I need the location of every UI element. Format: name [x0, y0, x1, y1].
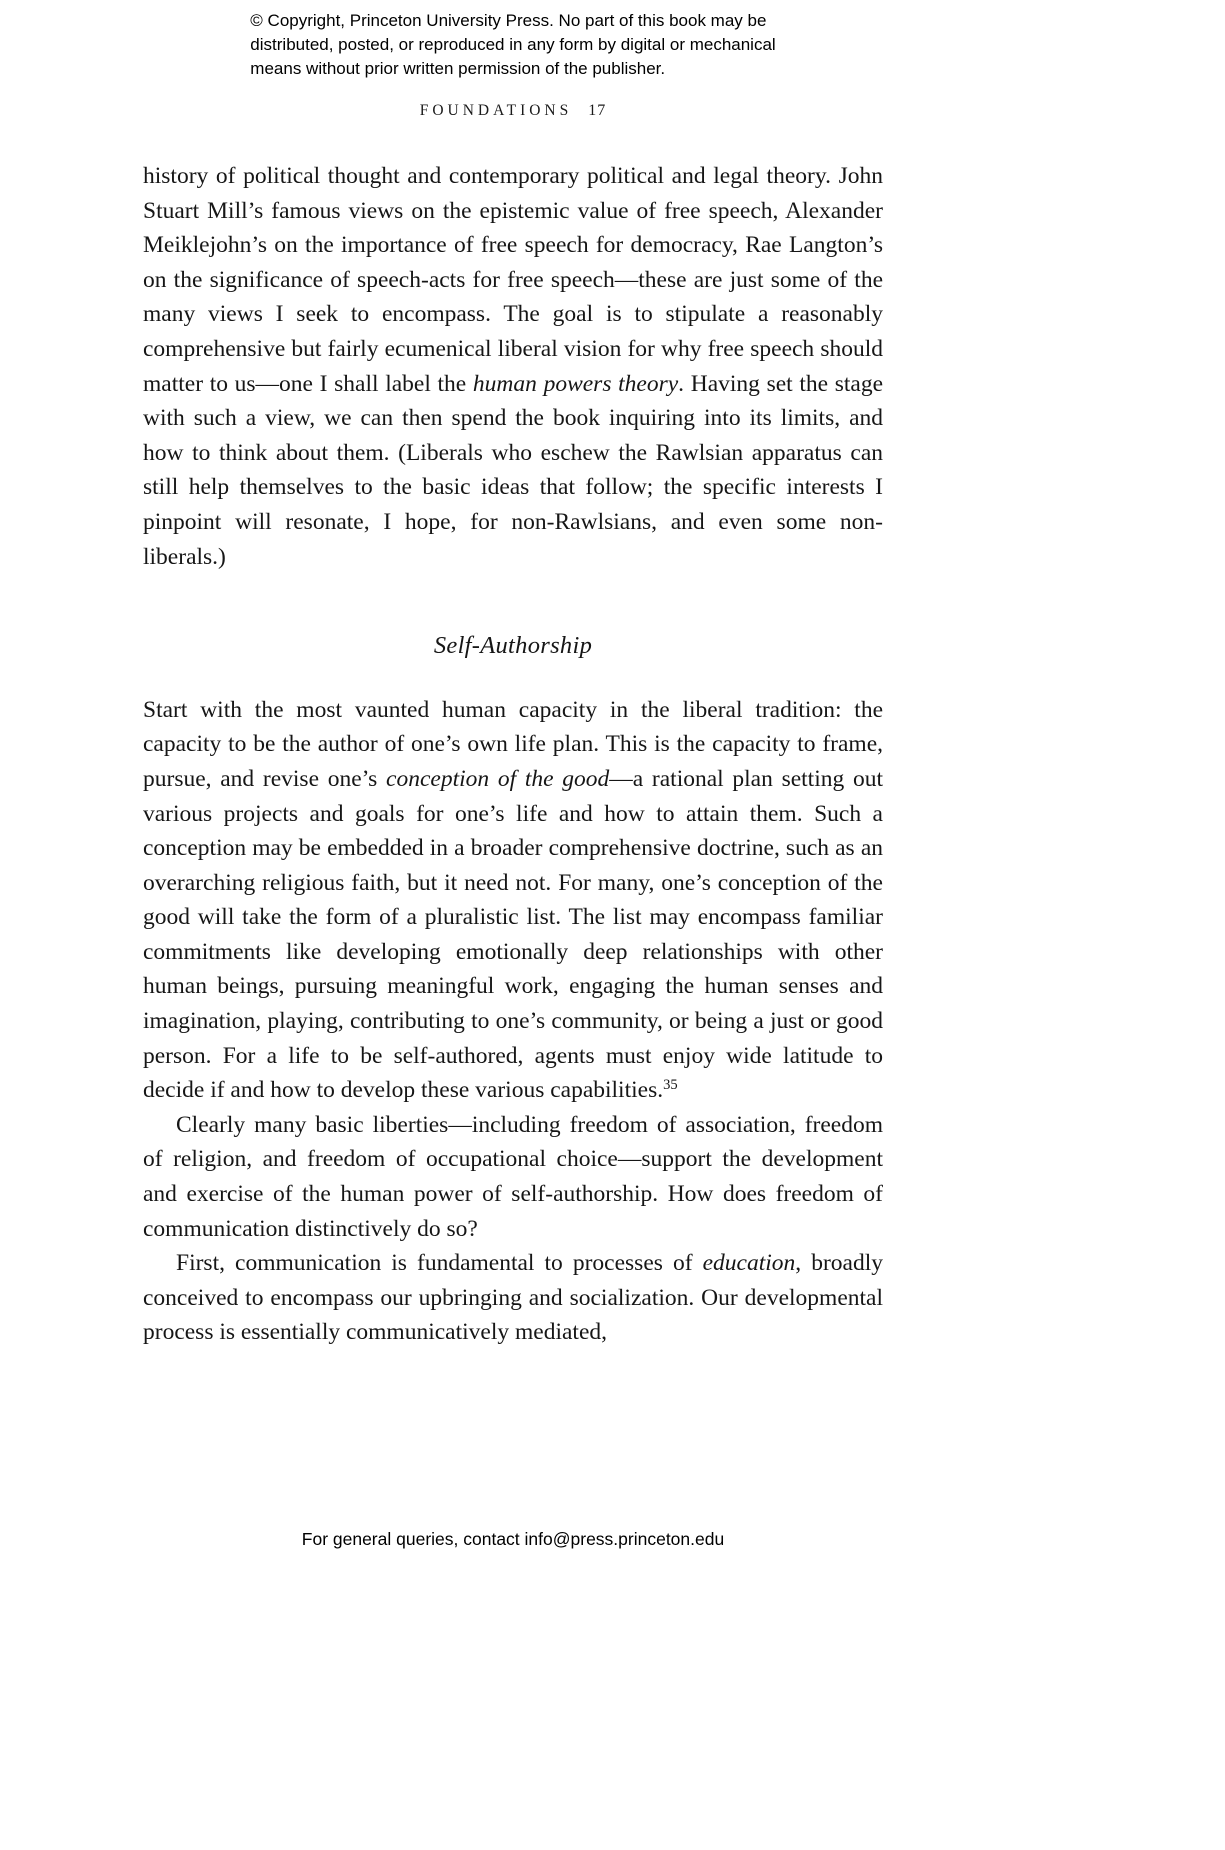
text-run: —a rational plan setting out various projects and goals for one’s life and how to attain them. Such a conception may be embedded in a broader comprehensive doctrine, such as an overarching religious faith, but it need not. For many, one’s conception of the good will take the form of a pluralistic list. The list may encompass familiar commitments like developing emotionally deep relationships with other human beings, pursuing meaningful work, engaging the human senses and imagination, playing, contributing to one’s community, or being a just or good person. For a life to be self-authored, agents must enjoy wide latitude to decide if and how to develop these various capabilities.: [143, 765, 883, 1104]
italic-text: education: [702, 1250, 796, 1277]
italic-text: conception of the good: [386, 765, 610, 792]
paragraph-2: [143, 693, 883, 1108]
italic-text: human powers theory: [472, 370, 679, 397]
section-heading: Self-Authorship: [433, 632, 593, 660]
running-head-title: FOUNDATIONS: [419, 102, 573, 119]
footnote-reference: 35: [663, 1077, 678, 1094]
text-run: history of political thought and contemporary political and legal theory. John Stuart Mill’s famous views on the epistemic value of free speech, Alexander Meiklejohn’s on the importance of free speech for democracy, Rae Langton’s on the significance of speech-acts for free speech—these are just some of the many views I seek to encompass. The goal is to stipulate a reasonably comprehensive but fairly ecumenical liberal vision for why free speech should matter to us—one I shall label the: [143, 163, 883, 397]
text-run: First, communication is fundamental to processes of: [176, 1250, 703, 1277]
page-footer: For general queries, contact info@press.princeton.edu: [301, 1529, 725, 1549]
copyright-line-3: means without prior written permission of the publisher.: [250, 59, 666, 78]
paragraph-3: [143, 1108, 883, 1246]
page-number: 17: [588, 102, 607, 119]
copyright-line-2: distributed, posted, or reproduced in any form by digital or mechanical: [250, 35, 776, 54]
running-head: [143, 102, 883, 120]
copyright-notice: [250, 0, 775, 81]
text-run: Clearly many basic liberties—including freedom of association, freedom of religion, and freedom of occupational choice—support the development and exercise of the human power of self-authorship. How does freedom of communication distinctively do so?: [143, 1111, 883, 1242]
text-run: , broadly conceived to encompass our upbringing and socialization. Our developmental process is essentially communicatively mediated,: [143, 1250, 883, 1346]
text-run: . Having set the stage with such a view, we can then spend the book inquiring into its limits, and how to think about them. (Liberals who eschew the Rawlsian apparatus can still help themselves to the basic ideas that follow; the specific interests I pinpoint will resonate, I hope, for non-Rawlsians, and even some non-liberals.): [143, 370, 884, 570]
text-run: Start with the most vaunted human capacity in the liberal tradition: the capacity to be the author of one’s own life plan. This is the capacity to frame, pursue, and revise one’s: [143, 696, 883, 792]
paragraph-4: [143, 1246, 883, 1350]
copyright-line-1: © Copyright, Princeton University Press. No part of this book may be: [250, 11, 767, 30]
body-text: [143, 159, 883, 1350]
text-column: [143, 0, 883, 1350]
paragraph-1: [143, 159, 883, 574]
